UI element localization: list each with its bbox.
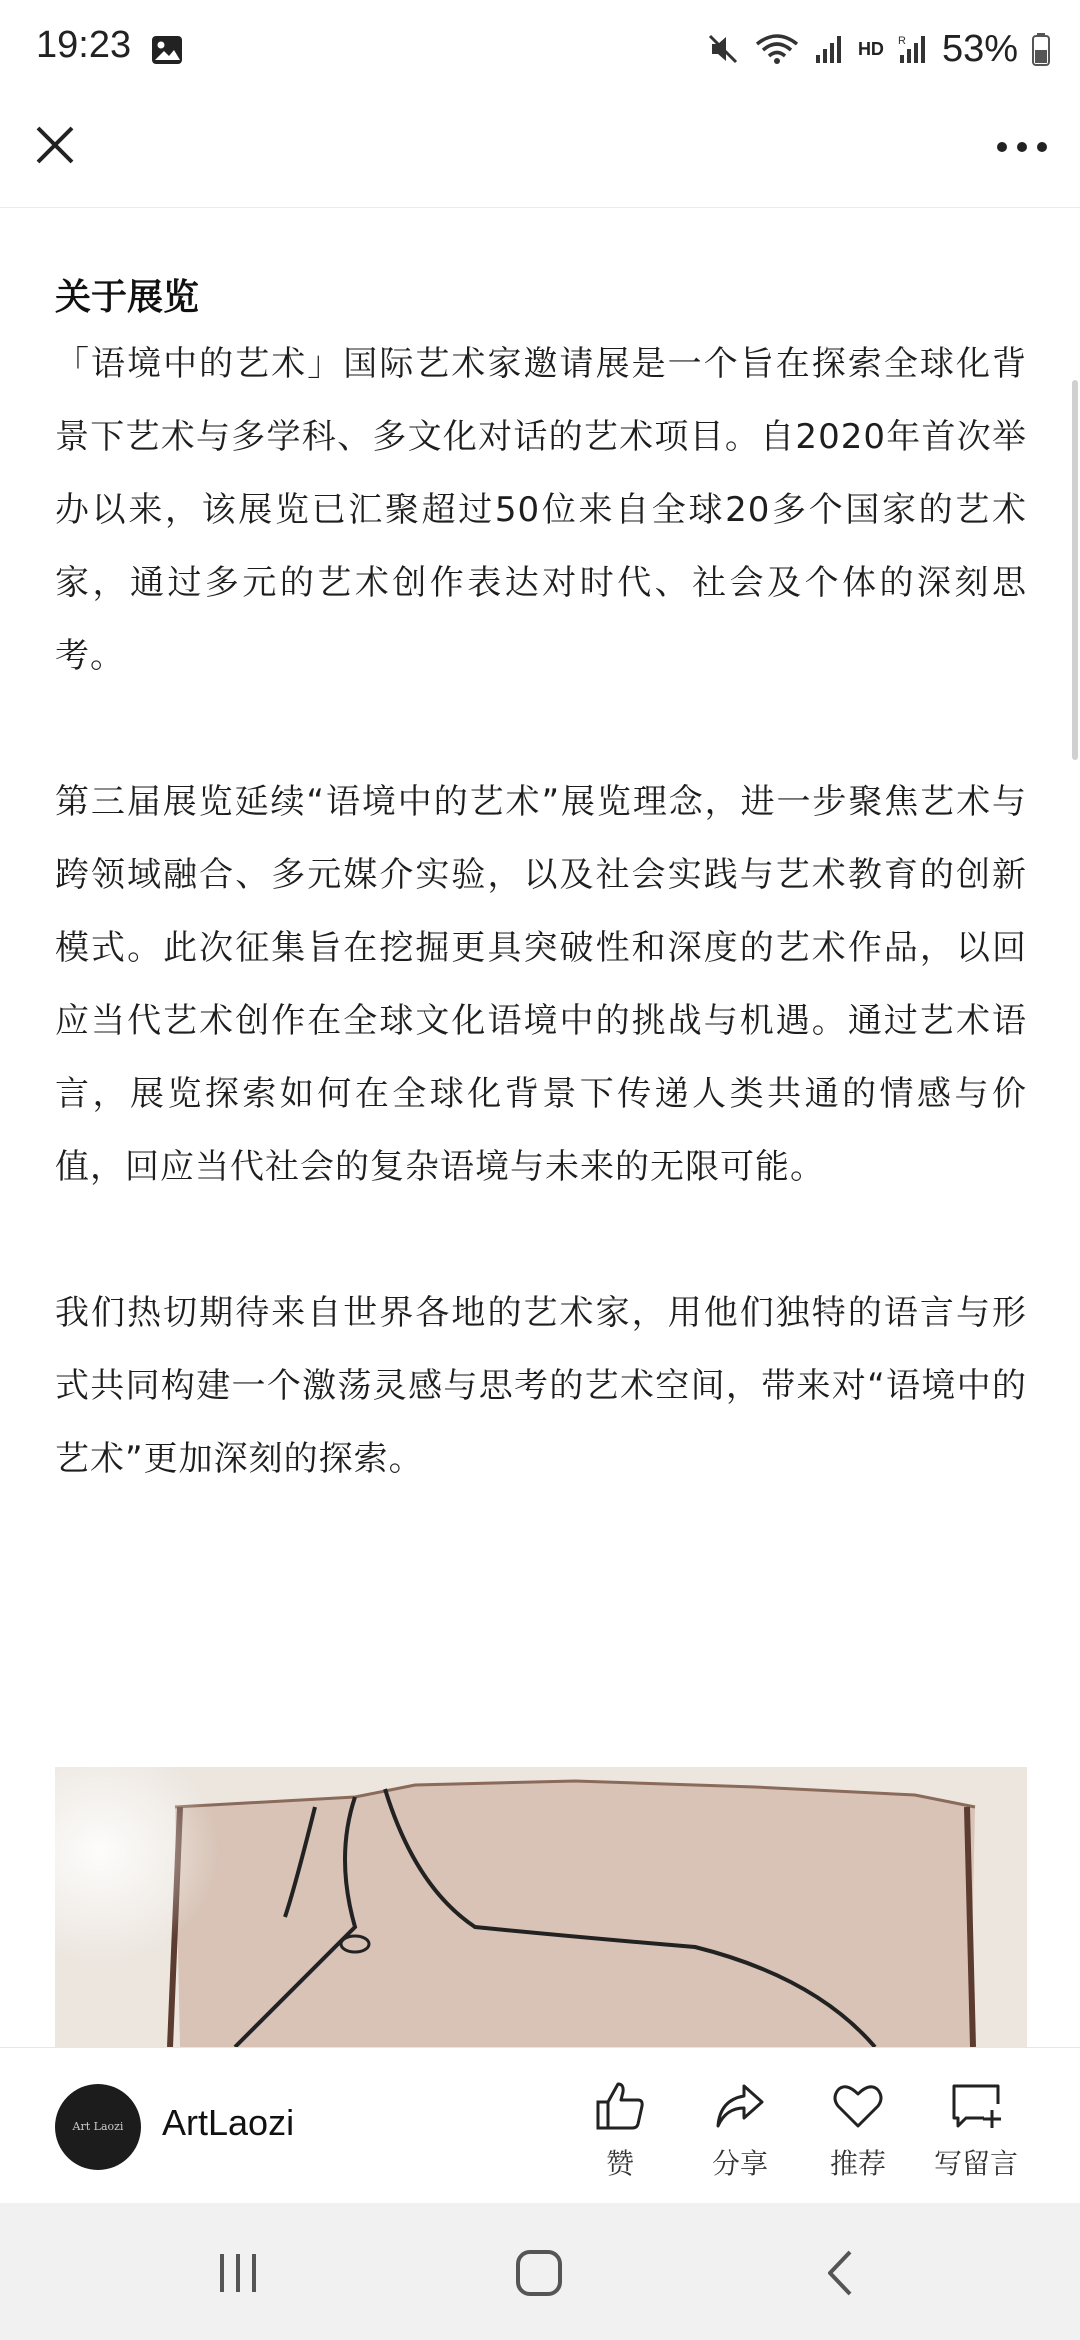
like-label: 赞 [605, 2147, 634, 2180]
top-bar [0, 100, 1080, 208]
recent-apps-icon[interactable] [208, 2248, 268, 2298]
comment-label: 写留言 [933, 2147, 1018, 2180]
battery-percent: 53% [941, 27, 1018, 70]
share-label: 分享 [711, 2147, 768, 2180]
mute-icon [706, 32, 740, 66]
article-body [55, 268, 1027, 1496]
svg-text:R: R [897, 35, 906, 47]
share-arrow-icon [712, 2078, 768, 2134]
author-avatar[interactable]: Art Laozi [55, 2084, 141, 2170]
signal-roaming-icon [898, 33, 928, 65]
artwork-image[interactable] [55, 1767, 1027, 2047]
like-button[interactable] [560, 2078, 680, 2182]
heart-icon [830, 2078, 886, 2134]
gallery-notification-icon [150, 34, 184, 66]
article-paragraph-1: 「语境中的艺术」国际艺术家邀请展是一个旨在探索全球化背景下艺术与多学科、多文化对话的艺术项目。自2020年首次举办以来，该展览已汇聚超过50位来自全球20多个国家的艺术家，通过多元的艺术创作表达对时代、社会及个体的深刻思考。 [55, 344, 1027, 676]
article-paragraph-2: 第三届展览延续“语境中的艺术”展览理念，进一步聚焦艺术与跨领域融合、多元媒介实验，以及社会实践与艺术教育的创新模式。此次征集旨在挖掘更具突破性和深度的艺术作品，以回应当代艺术创作在全球文化语境中的挑战与机遇。通过艺术语言，展览探索如何在全球化背景下传递人类共通的情感与价值，回应当代社会的复杂语境与未来的无限可能。 [55, 782, 1027, 1187]
battery-icon [1032, 32, 1050, 66]
home-icon[interactable] [510, 2248, 570, 2298]
comment-plus-icon [948, 2078, 1004, 2134]
author-name[interactable]: ArtLaozi [162, 2102, 295, 2143]
article-paragraph-3: 我们热切期待来自世界各地的艺术家，用他们独特的语言与形式共同构建一个激荡灵感与思考的艺术空间，带来对“语境中的艺术”更加深刻的探索。 [55, 1293, 1027, 1479]
status-bar [0, 0, 1080, 100]
action-bar [0, 2047, 1080, 2203]
scrollbar[interactable] [1072, 380, 1078, 760]
section-title: 关于展览 [55, 277, 200, 318]
status-time: 19:23 [36, 24, 132, 66]
back-icon[interactable] [812, 2248, 872, 2298]
system-nav-bar [0, 2203, 1080, 2340]
status-icons [706, 24, 1050, 74]
artwork-horse-drawing [55, 1767, 1027, 2047]
share-button[interactable] [680, 2078, 800, 2182]
comment-button[interactable] [916, 2078, 1036, 2182]
thumbs-up-icon [592, 2078, 648, 2134]
wifi-icon [754, 32, 800, 66]
hd-label: HD [857, 38, 884, 59]
more-dots-icon[interactable] [992, 122, 1052, 172]
recommend-button[interactable] [798, 2078, 918, 2182]
close-icon[interactable] [30, 120, 80, 170]
signal-icon [814, 33, 844, 65]
recommend-label: 推荐 [829, 2147, 886, 2180]
